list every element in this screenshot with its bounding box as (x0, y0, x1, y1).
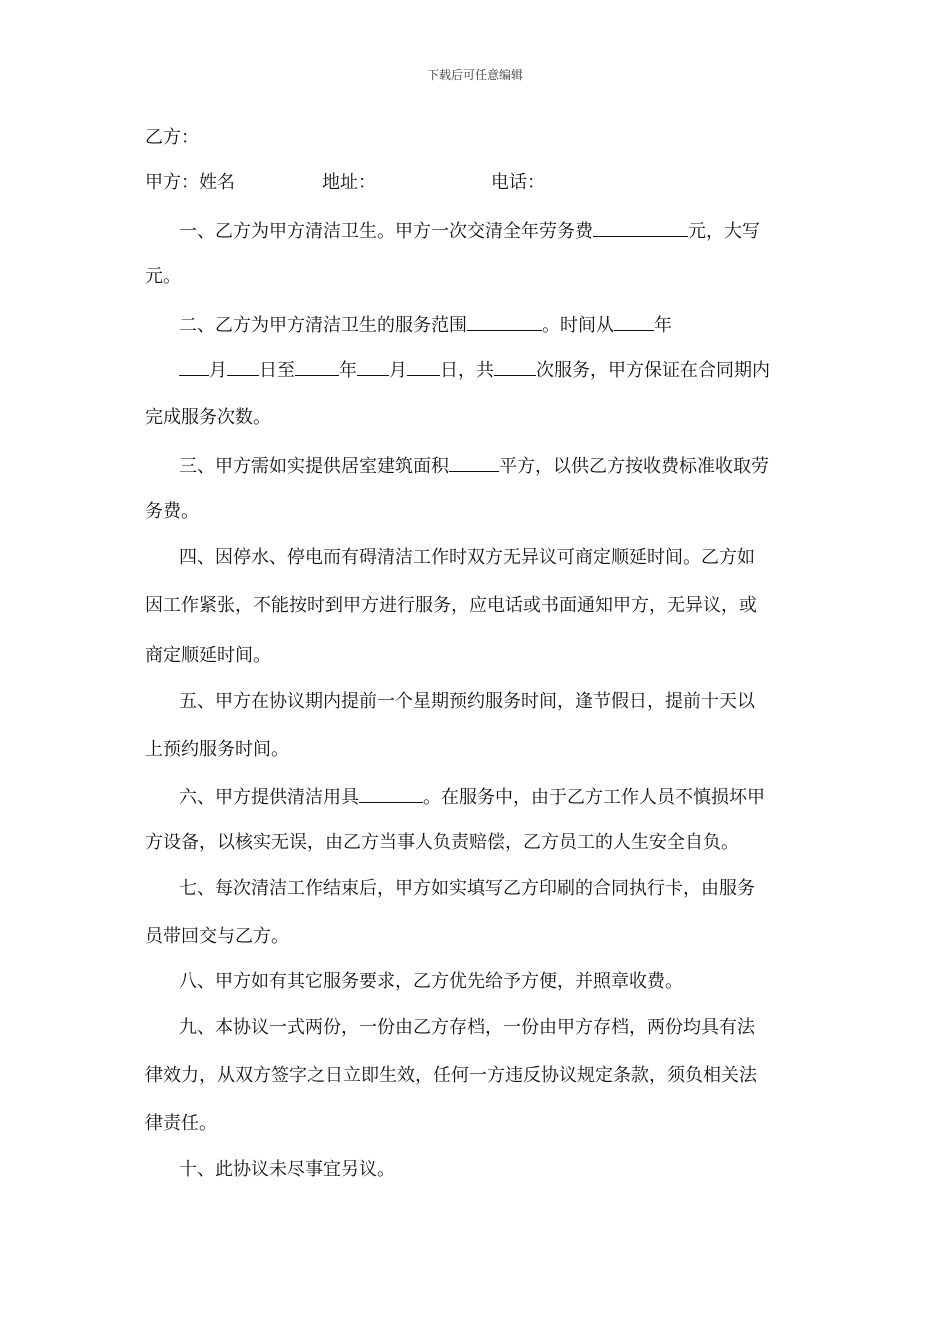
clause-4-line-1 (179, 545, 849, 571)
fee-blank (593, 216, 688, 237)
start-year-blank (614, 310, 654, 331)
start-day-blank (227, 355, 259, 376)
clause-7-line-2 (145, 924, 815, 950)
clause-6-text-c: 方设备，以核实无误，由乙方当事人负责赔偿，乙方员工的人生安全自负。 (145, 832, 739, 853)
clause-2-text-h: 日，共 (440, 360, 494, 381)
clause-4-text-c: 商定顺延时间。 (145, 645, 271, 666)
party-b-label: 乙方： (145, 127, 199, 148)
party-a-phone-label: 电话： (491, 172, 545, 193)
clause-9-line-2 (145, 1063, 815, 1089)
page-header: 下载后可任意编辑 (426, 68, 523, 82)
clause-2-line-2 (179, 355, 849, 384)
clause-8-text-a: 八、甲方如有其它服务要求，乙方优先给予方便，并照章收费。 (179, 971, 683, 992)
clause-6-text-b: 。在服务中，由于乙方工作人员不慎损坏甲 (423, 787, 765, 808)
clause-2-text-f: 年 (339, 360, 357, 381)
end-month-blank (357, 355, 389, 376)
clause-2-line-3 (145, 405, 815, 431)
clause-6-line-1 (179, 782, 849, 811)
start-month-blank (179, 355, 209, 376)
clause-4-line-3 (145, 643, 815, 669)
clause-2-text-j: 完成服务次数。 (145, 407, 271, 428)
clause-6-line-2 (145, 830, 815, 856)
clause-9-text-c: 律责任。 (145, 1113, 217, 1134)
clause-3-line-1 (179, 451, 849, 480)
clause-5-text-a: 五、甲方在协议期内提前一个星期预约服务时间，逢节假日，提前十天以 (179, 691, 755, 712)
clause-9-text-a: 九、本协议一式两份，一份由乙方存档，一份由甲方存档，两份均具有法 (179, 1017, 755, 1038)
service-count-blank (494, 355, 536, 376)
scope-blank (467, 310, 542, 331)
clause-1-line-1 (179, 216, 849, 245)
party-a-address-label: 地址： (322, 172, 376, 193)
clause-4-line-2 (145, 593, 815, 619)
clause-2-text-g: 月 (389, 360, 407, 381)
clause-9-line-1 (179, 1015, 849, 1041)
clause-7-text-b: 员带回交与乙方。 (145, 926, 289, 947)
clause-5-line-2 (145, 737, 815, 763)
clause-3-text-b: 平方，以供乙方按收费标准收取劳 (499, 456, 769, 477)
clause-3-line-2 (145, 499, 815, 525)
clause-1-line-2 (145, 264, 815, 290)
clause-2-text-i: 次服务，甲方保证在合同期内 (536, 360, 770, 381)
clause-2-text-d: 月 (209, 360, 227, 381)
clause-3-text-a: 三、甲方需如实提供居室建筑面积 (179, 456, 449, 477)
clause-7-text-a: 七、每次清洁工作结束后，甲方如实填写乙方印刷的合同执行卡，由服务 (179, 878, 755, 899)
clause-6-text-a: 六、甲方提供清洁用具 (179, 787, 359, 808)
clause-8-line-1 (179, 969, 849, 995)
party-b-line (145, 125, 815, 151)
clause-2-line-1 (179, 310, 849, 339)
clause-1-text-b: 元，大写 (688, 221, 760, 242)
party-a-line (145, 170, 815, 196)
clause-2-text-c: 年 (654, 315, 672, 336)
clause-2-text-e: 日至 (259, 360, 295, 381)
clause-4-text-b: 因工作紧张，不能按时到甲方进行服务，应电话或书面通知甲方，无异议，或 (145, 595, 757, 616)
clause-10-line-1 (179, 1157, 849, 1183)
end-day-blank (407, 355, 440, 376)
clause-4-text-a: 四、因停水、停电而有碍清洁工作时双方无异议可商定顺延时间。乙方如 (179, 547, 755, 568)
party-a-name-label: 甲方：姓名 (145, 172, 235, 193)
clause-5-text-b: 上预约服务时间。 (145, 739, 289, 760)
clause-5-line-1 (179, 689, 849, 715)
clause-10-text-a: 十、此协议未尽事宜另议。 (179, 1159, 395, 1180)
clause-2-text-a: 二、乙方为甲方清洁卫生的服务范围 (179, 315, 467, 336)
clause-3-text-c: 务费。 (145, 501, 199, 522)
tools-blank (359, 782, 423, 803)
area-blank (449, 451, 499, 472)
clause-9-text-b: 律效力，从双方签字之日立即生效，任何一方违反协议规定条款，须负相关法 (145, 1065, 757, 1086)
clause-1-text-c: 元。 (145, 266, 181, 287)
clause-7-line-1 (179, 876, 849, 902)
clause-1-text-a: 一、乙方为甲方清洁卫生。甲方一次交清全年劳务费 (179, 221, 593, 242)
clause-9-line-3 (145, 1111, 815, 1137)
clause-2-text-b: 。时间从 (542, 315, 614, 336)
end-year-blank (295, 355, 339, 376)
